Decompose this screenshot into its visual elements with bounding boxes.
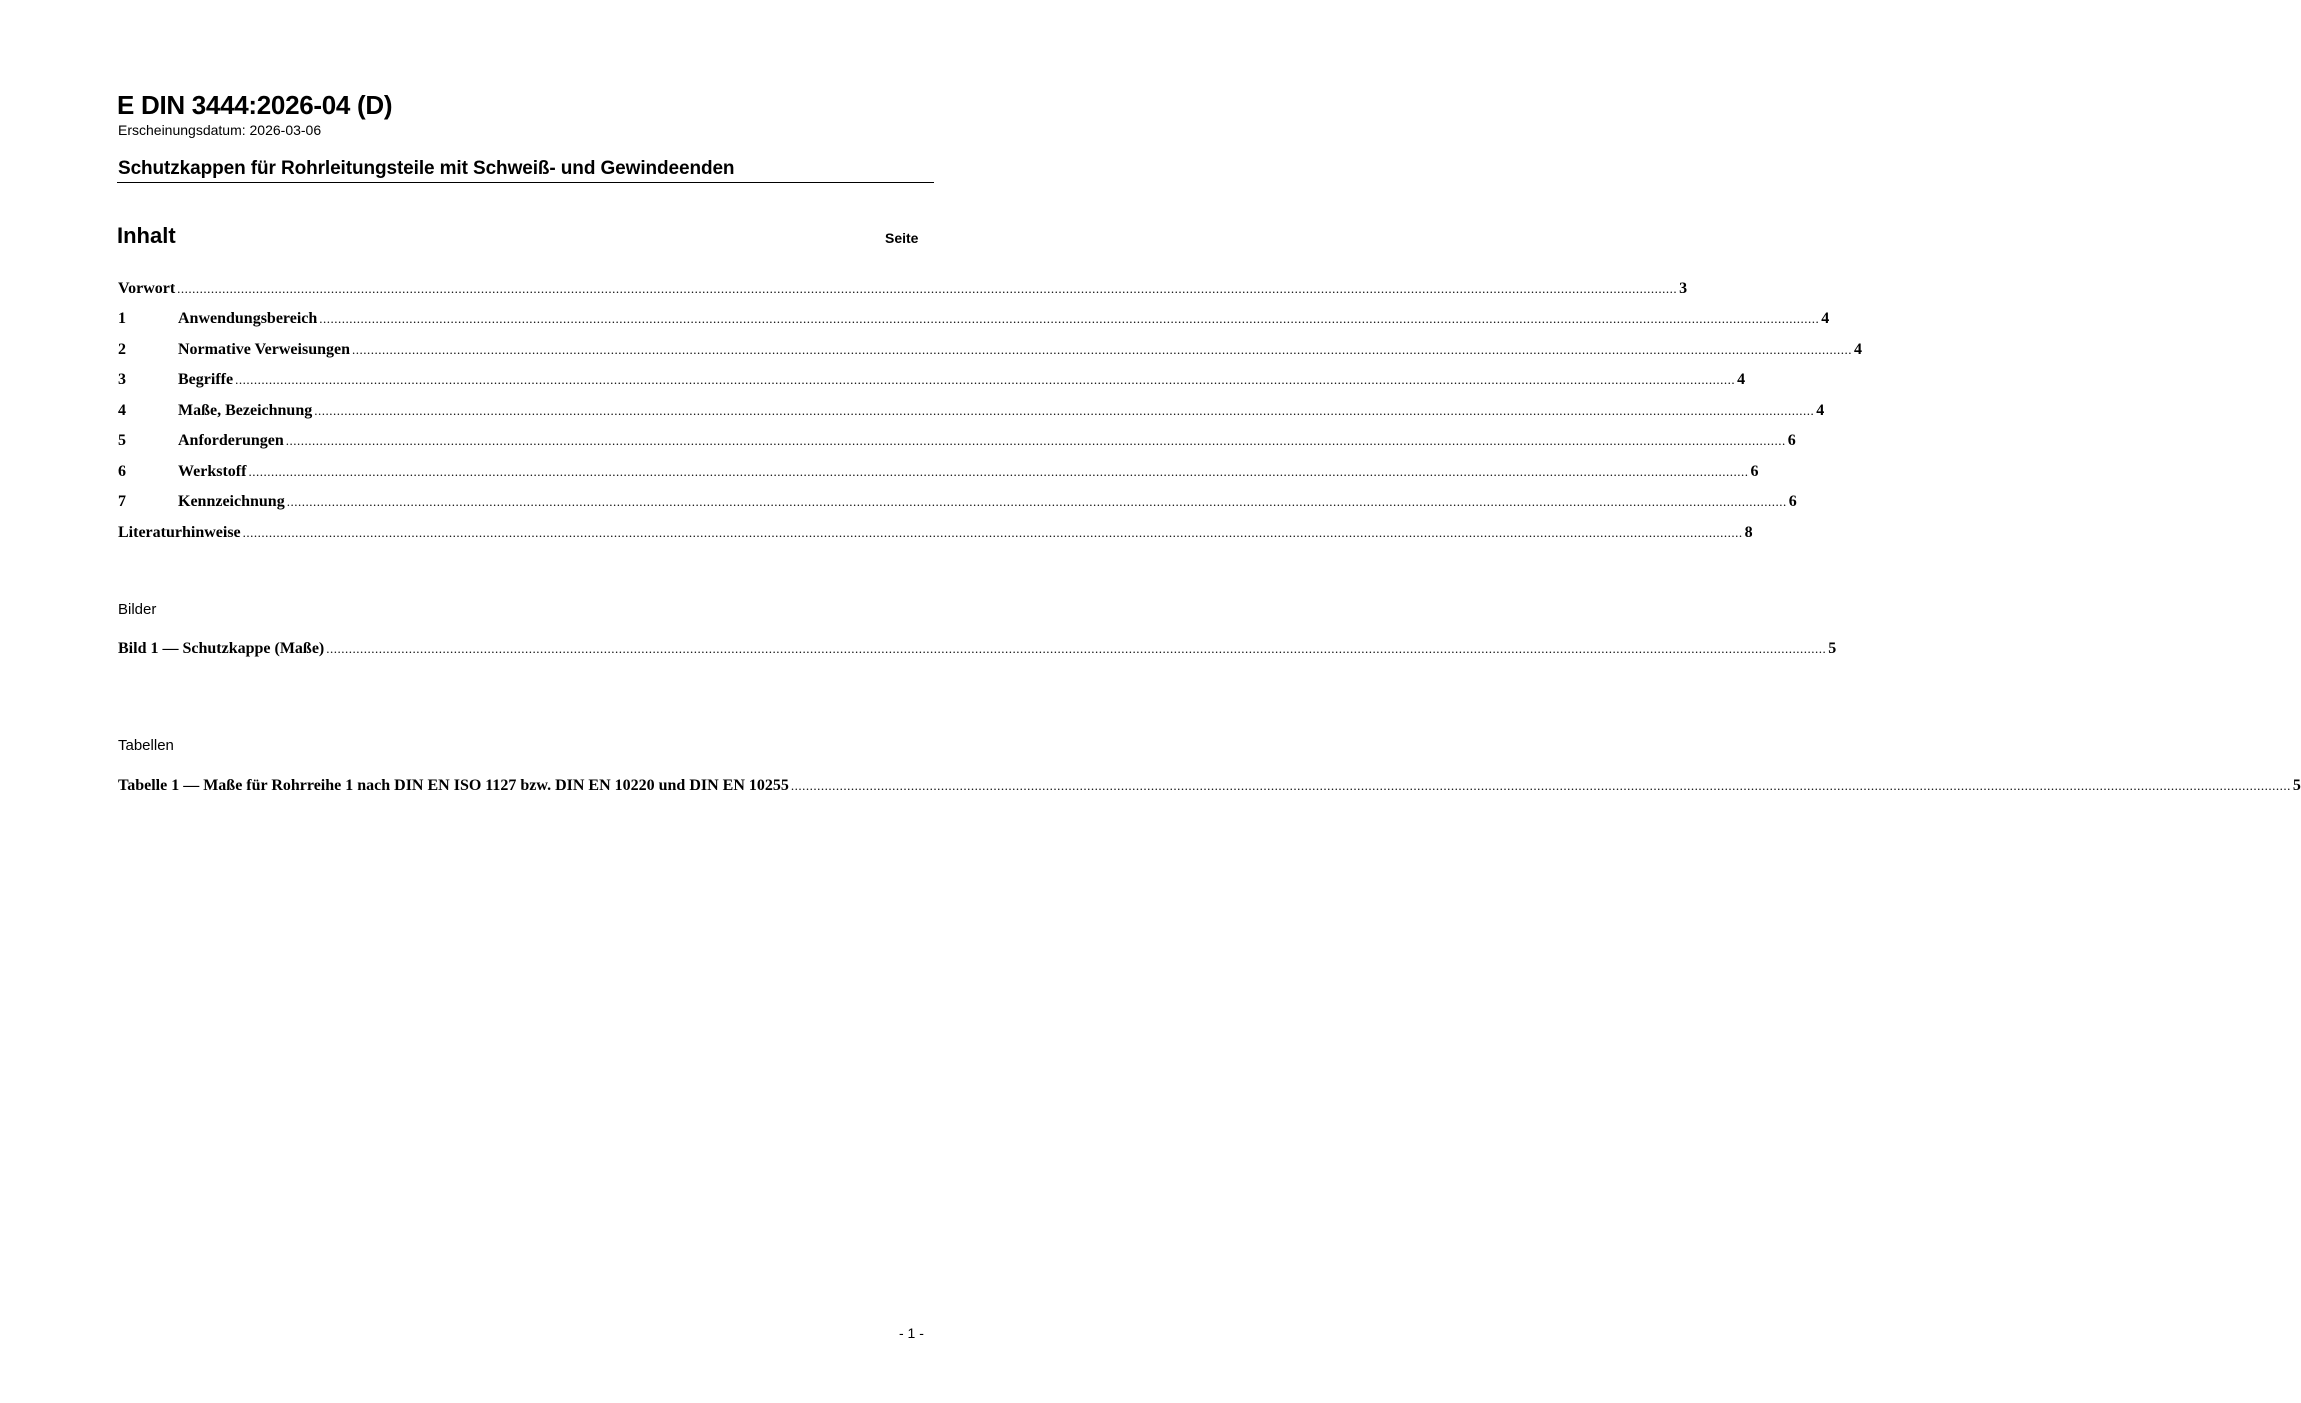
document-id: E DIN 3444:2026-04 (D) [117,90,393,120]
issue-date: Erscheinungsdatum: 2026-03-06 [118,122,322,138]
toc-entry-number: 6 [118,463,126,480]
figure-entry-page: 5 [1828,640,1837,657]
toc-leader-dots: ................................................................................................................................................................................................................................................................................................................................................................................................................ [286,494,1787,509]
table-entry-page: 5 [2292,777,2301,794]
toc-entry-page: 4 [1853,341,1862,358]
toc-entry-number: 5 [118,432,126,449]
toc-entry-text: Kennzeichnung [178,493,285,510]
figure-entry-text: Bild 1 — Schutzkappe (Maße) [118,640,325,657]
page-number: - 1 - [899,1325,924,1341]
toc-entry-page: 6 [1750,463,1759,480]
toc-leader-dots: ................................................................................................................................................................................................................................................................................................................................................................................................................ [235,372,1736,387]
toc-leader-dots: ................................................................................................................................................................................................................................................................................................................................................................................................................ [351,342,1852,357]
toc-entry-page: 4 [1816,402,1825,419]
toc-leader-dots: ................................................................................................................................................................................................................................................................................................................................................................................................................ [790,778,2291,793]
toc-leader-dots: ................................................................................................................................................................................................................................................................................................................................................................................................................ [285,433,1786,448]
toc-entry-1[interactable] [118,310,1830,330]
toc-entry-3[interactable] [118,371,1746,391]
figure-entry-1[interactable] [118,640,1837,660]
toc-entry-2[interactable] [118,341,1862,361]
toc-entry-page: 8 [1744,524,1753,541]
tables-section-label: Tabellen [118,737,174,754]
toc-entry-page: 6 [1788,493,1797,510]
toc-entry-6[interactable] [118,463,1759,483]
toc-entry-text: Werkstoff [178,463,247,480]
toc-entry-page: 3 [1679,280,1688,297]
toc-entry-text: Anforderungen [178,432,284,449]
toc-leader-dots: ................................................................................................................................................................................................................................................................................................................................................................................................................ [248,464,1749,479]
toc-entry-text: Maße, Bezeichnung [178,402,313,419]
toc-entry-page: 4 [1821,310,1830,327]
table-entry-1[interactable] [118,777,2301,797]
document-title: Schutzkappen für Rohrleitungsteile mit Schweiß- und Gewindeenden [118,158,735,179]
toc-entry-text: Anwendungsbereich [178,310,318,327]
toc-entry-number: 2 [118,341,126,358]
toc-heading: Inhalt [117,223,176,248]
toc-entry-number: 4 [118,402,126,419]
toc-entry-bibliography[interactable] [118,524,1753,544]
toc-entry-7[interactable] [118,493,1797,513]
title-underline [117,182,934,183]
toc-entry-number: 7 [118,493,126,510]
toc-entry-text: Begriffe [178,371,234,388]
figures-section-label: Bilder [118,601,157,618]
toc-page-column-label: Seite [885,230,919,246]
toc-entry-text: Literaturhinweise [118,524,241,541]
toc-entry-number: 3 [118,371,126,388]
table-entry-text: Tabelle 1 — Maße für Rohrreihe 1 nach DIN EN ISO 1127 bzw. DIN EN 10220 und DIN EN 10255 [118,777,789,794]
toc-leader-dots: ................................................................................................................................................................................................................................................................................................................................................................................................................ [242,525,1743,540]
toc-leader-dots: ................................................................................................................................................................................................................................................................................................................................................................................................................ [314,403,1815,418]
toc-entry-5[interactable] [118,432,1796,452]
toc-leader-dots: ................................................................................................................................................................................................................................................................................................................................................................................................................ [326,641,1827,656]
toc-entry-text: Vorwort [118,280,176,297]
toc-entry-page: 4 [1737,371,1746,388]
toc-leader-dots: ................................................................................................................................................................................................................................................................................................................................................................................................................ [319,311,1820,326]
toc-entry-4[interactable] [118,402,1825,422]
toc-leader-dots: ................................................................................................................................................................................................................................................................................................................................................................................................................ [177,281,1678,296]
toc-entry-foreword[interactable] [118,280,1688,300]
toc-entry-page: 6 [1787,432,1796,449]
toc-entry-text: Normative Verweisungen [178,341,350,358]
toc-entry-number: 1 [118,310,126,327]
